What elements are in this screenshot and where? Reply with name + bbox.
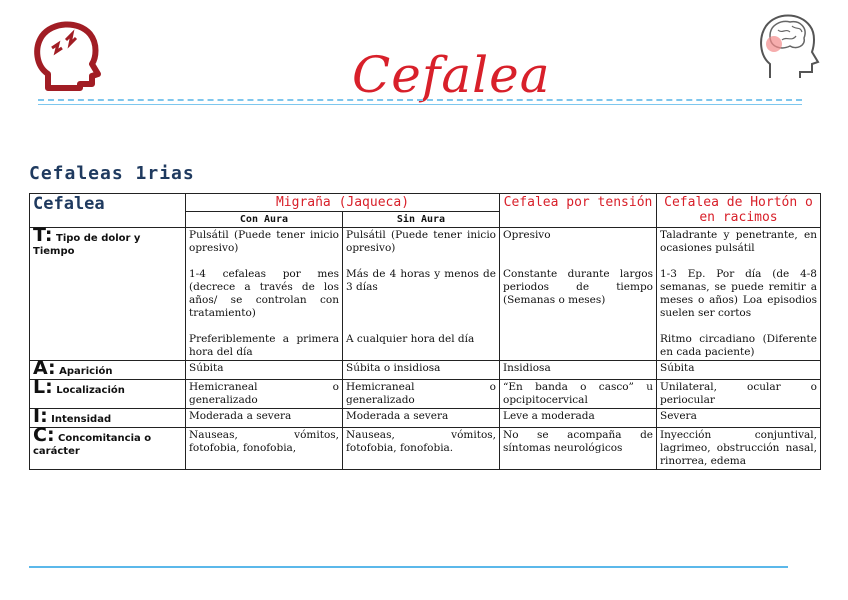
- cell-tension: Insidiosa: [500, 361, 657, 380]
- row-letter: T:: [33, 224, 53, 246]
- row-label: [30, 224, 186, 361]
- cell-sin-aura: Nauseas, vómitos, fotofobia, fonofobia.: [343, 428, 500, 470]
- row-letter: L:: [33, 376, 53, 398]
- header-tension: Cefalea por tensión: [500, 194, 657, 228]
- row-label-text: Localización: [56, 385, 125, 396]
- table-row: [30, 428, 821, 470]
- row-letter: C:: [33, 424, 55, 446]
- section-title: Cefaleas 1rias: [29, 163, 195, 184]
- cell-tension: “En banda o casco” u opcipitocervical: [500, 380, 657, 409]
- cell-horton: Unilateral, ocular o periocular: [657, 380, 821, 409]
- cell-text: 1-4 cefaleas por mes (decrece a través de los años/ se controlan con tratamiento): [189, 268, 339, 319]
- cell-horton: Severa: [657, 409, 821, 428]
- cell-tension: [500, 228, 657, 361]
- table-corner-header: Cefalea: [30, 194, 186, 228]
- header-divider-dashed: [38, 99, 802, 101]
- row-letter: I:: [33, 405, 48, 427]
- cell-text: 1-3 Ep. Por día (de 4-8 semanas, se puede remitir a meses o años) Loa episodios suelen ser cortos: [660, 268, 817, 319]
- cell-con-aura: Nauseas, vómitos, fotofobia, fonofobia,: [186, 428, 343, 470]
- cell-text: Ritmo circadiano (Diferente en cada paciente): [660, 333, 817, 358]
- cell-text: Pulsátil (Puede tener inicio opresivo): [346, 229, 496, 254]
- header-horton: Cefalea de Hortón o en racimos: [657, 194, 821, 228]
- cell-text: A cualquier hora del día: [346, 333, 475, 345]
- cell-text: Preferiblemente a primera hora del día: [189, 333, 339, 358]
- row-letter: A:: [33, 357, 56, 379]
- table-row: [30, 228, 821, 361]
- cell-sin-aura: Súbita o insidiosa: [343, 361, 500, 380]
- cell-con-aura: Moderada a severa: [186, 409, 343, 428]
- cefalea-table: [29, 193, 821, 470]
- subheader-con-aura: Con Aura: [186, 212, 343, 228]
- row-label: [30, 424, 186, 470]
- page-title: Cefalea: [352, 46, 551, 104]
- cell-horton: Súbita: [657, 361, 821, 380]
- row-label-text: Tipo de dolor y Tiempo: [33, 233, 141, 257]
- cell-sin-aura: Moderada a severa: [343, 409, 500, 428]
- subheader-sin-aura: Sin Aura: [343, 212, 500, 228]
- cell-tension: Leve a moderada: [500, 409, 657, 428]
- cell-text: Constante durante largos periodos de tiempo (Semanas o meses): [503, 268, 653, 306]
- row-label-text: Concomitancia o carácter: [33, 433, 152, 457]
- header-divider: [38, 104, 802, 105]
- header-migrana: Migraña (Jaqueca): [186, 194, 500, 212]
- row-label: [30, 376, 186, 409]
- row-label-text: Intensidad: [51, 414, 112, 425]
- cell-text: Más de 4 horas y menos de 3 días: [346, 268, 496, 293]
- table-row: [30, 409, 821, 428]
- cell-horton: Inyección conjuntival, lagrimeo, obstrucción nasal, rinorrea, edema: [657, 428, 821, 470]
- head-headache-logo-icon: [28, 18, 104, 94]
- row-label-text: Aparición: [59, 366, 113, 377]
- cell-horton: [657, 228, 821, 361]
- cell-text: Opresivo: [503, 229, 551, 241]
- cell-con-aura: Hemicraneal o generalizado: [186, 380, 343, 409]
- cell-text: Taladrante y penetrante, en ocasiones pulsátil: [660, 229, 817, 254]
- cell-sin-aura: [343, 228, 500, 361]
- table-row: [30, 361, 821, 380]
- cell-text: Pulsátil (Puede tener inicio opresivo): [189, 229, 339, 254]
- head-brain-icon: [752, 10, 824, 82]
- cell-tension: No se acompaña de síntomas neurológicos: [500, 428, 657, 470]
- cell-sin-aura: Hemicraneal o generalizado: [343, 380, 500, 409]
- table-row: [30, 380, 821, 409]
- table-header-row: [30, 194, 821, 212]
- footer-divider: [29, 566, 788, 568]
- cell-con-aura: Súbita: [186, 361, 343, 380]
- cell-con-aura: [186, 228, 343, 361]
